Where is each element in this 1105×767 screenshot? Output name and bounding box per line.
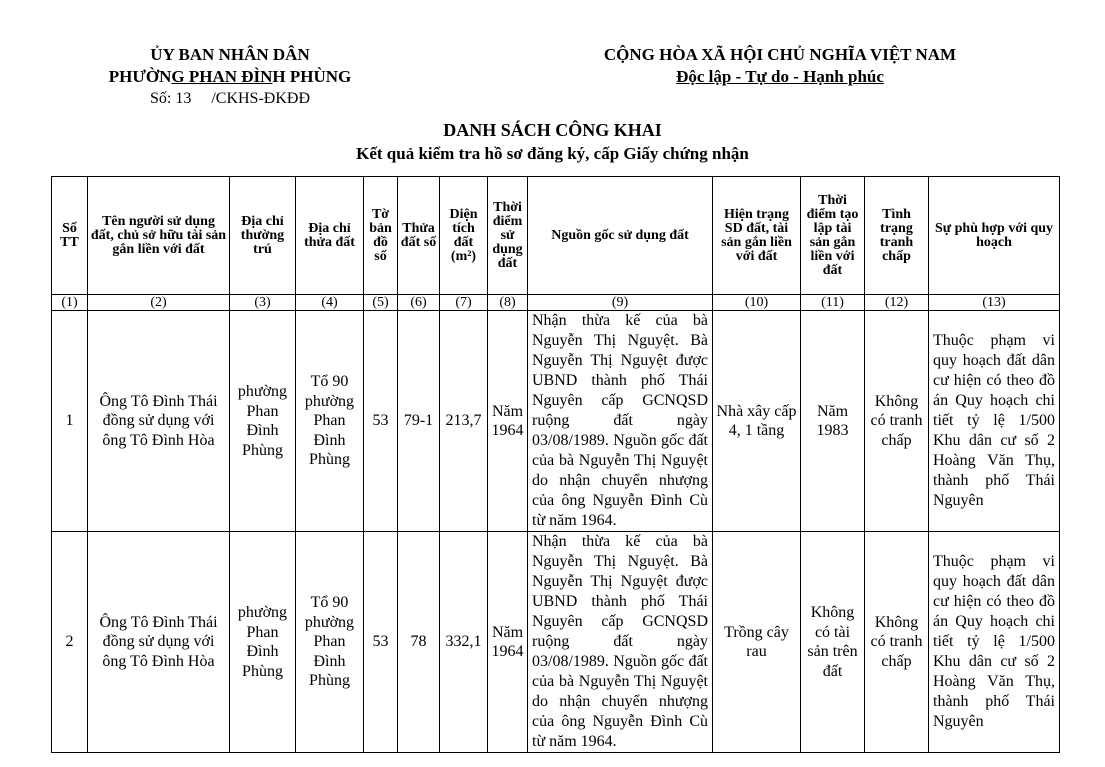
column-number-row: [52, 295, 1060, 311]
column-header: Thửa đất số: [398, 177, 440, 295]
column-header: Tình trạng tranh chấp: [865, 177, 929, 295]
table-row: [52, 532, 1060, 753]
document-number-value: 13: [175, 90, 192, 107]
column-header: Diện tích đất (m²): [440, 177, 488, 295]
authority-line-1: ỦY BAN NHÂN DÂN: [150, 45, 310, 64]
cell-parcel-number: 79-1: [398, 311, 440, 532]
column-header: Sự phù hợp với quy hoạch: [929, 177, 1060, 295]
cell-owner: Ông Tô Đình Thái đồng sử dụng với ông Tô Đình Hòa: [88, 532, 230, 753]
column-number: (13): [929, 295, 1060, 311]
cell-map-sheet: 53: [364, 311, 398, 532]
issuing-authority: [65, 44, 395, 110]
records-table: [51, 176, 1060, 753]
column-number: (12): [865, 295, 929, 311]
column-number: (11): [801, 295, 865, 311]
column-number: (10): [713, 295, 801, 311]
column-number: (7): [440, 295, 488, 311]
column-number: (5): [364, 295, 398, 311]
cell-area: 213,7: [440, 311, 488, 532]
authority-line-2-b: G PHAN ĐÌN: [171, 67, 273, 86]
column-number: (1): [52, 295, 88, 311]
column-number: (4): [296, 295, 364, 311]
cell-asset-time: Không có tài sản trên đất: [801, 532, 865, 753]
cell-current-status: Nhà xây cấp 4, 1 tầng: [713, 311, 801, 532]
column-header: Hiện trạng SD đất, tài sản gắn liền với đất: [713, 177, 801, 295]
cell-dispute: Không có tranh chấp: [865, 532, 929, 753]
cell-usage-time: Năm 1964: [488, 311, 528, 532]
cell-map-sheet: 53: [364, 532, 398, 753]
cell-residence: phường Phan Đình Phùng: [230, 311, 296, 532]
table-header-row: [52, 177, 1060, 295]
table-row: [52, 311, 1060, 532]
authority-line-2-c: H PHÙNG: [272, 67, 352, 86]
document-title: DANH SÁCH CÔNG KHAI: [443, 120, 662, 140]
column-header: Số TT: [52, 177, 88, 295]
cell-stt: 2: [52, 532, 88, 753]
cell-stt: 1: [52, 311, 88, 532]
document-number-suffix: /CKHS-ĐKĐĐ: [211, 90, 310, 107]
authority-line-2: [65, 66, 395, 88]
document-number: [65, 88, 395, 110]
column-header: Tờ bản đồ số: [364, 177, 398, 295]
cell-planning: Thuộc phạm vi quy hoạch đất dân cư hiện có theo đồ án Quy hoạch chi tiết tỷ lệ 1/500 Khu dân cư số 2 Hoàng Văn Thụ, thành phố Thái Nguyên: [929, 311, 1060, 532]
cell-owner: Ông Tô Đình Thái đồng sử dụng với ông Tô Đình Hòa: [88, 311, 230, 532]
document-number-label: Số:: [149, 90, 172, 107]
cell-parcel-address: Tổ 90 phường Phan Đình Phùng: [296, 311, 364, 532]
cell-current-status: Trồng cây rau: [713, 532, 801, 753]
cell-residence: phường Phan Đình Phùng: [230, 532, 296, 753]
national-title: CỘNG HÒA XÃ HỘI CHỦ NGHĨA VIỆT NAM: [603, 45, 957, 64]
column-header: Thời điểm sử dụng đất: [488, 177, 528, 295]
cell-area: 332,1: [440, 532, 488, 753]
column-header: Địa chỉ thường trú: [230, 177, 296, 295]
cell-usage-time: Năm 1964: [488, 532, 528, 753]
column-number: (2): [88, 295, 230, 311]
cell-origin: Nhận thừa kế của bà Nguyễn Thị Nguyệt. Bà Nguyễn Thị Nguyệt được UBND thành phố Thái Nguyên cấp GCNQSD ruộng đất ngày 03/08/1989. Nguồn gốc đất của bà Nguyễn Thị Nguyệt do nhận chuyển nhượng của ông Nguyễn Đình Cù từ năm 1964.: [528, 311, 713, 532]
column-number: (6): [398, 295, 440, 311]
cell-parcel-number: 78: [398, 532, 440, 753]
column-number: (8): [488, 295, 528, 311]
column-number: (3): [230, 295, 296, 311]
document-subtitle: Kết quả kiểm tra hồ sơ đăng ký, cấp Giấy chứng nhận: [356, 144, 749, 163]
national-header: [560, 44, 1000, 88]
cell-dispute: Không có tranh chấp: [865, 311, 929, 532]
cell-planning: Thuộc phạm vi quy hoạch đất dân cư hiện có theo đồ án Quy hoạch chi tiết tỷ lệ 1/500 Khu dân cư số 2 Hoàng Văn Thụ, thành phố Thái Nguyên: [929, 532, 1060, 753]
column-header: Tên người sử dụng đất, chủ sở hữu tài sản gắn liền với đất: [88, 177, 230, 295]
column-header: Thời điểm tạo lập tài sản gắn liền với đất: [801, 177, 865, 295]
column-header: Nguồn gốc sử dụng đất: [528, 177, 713, 295]
column-header: Địa chỉ thửa đất: [296, 177, 364, 295]
authority-line-2-a: PHƯỜN: [108, 67, 172, 86]
cell-asset-time: Năm 1983: [801, 311, 865, 532]
cell-origin: Nhận thừa kế của bà Nguyễn Thị Nguyệt. Bà Nguyễn Thị Nguyệt được UBND thành phố Thái Nguyên cấp GCNQSD ruộng đất ngày 03/08/1989. Nguồn gốc đất của bà Nguyễn Thị Nguyệt do nhận chuyển nhượng của ông Nguyễn Đình Cù từ năm 1964.: [528, 532, 713, 753]
national-motto: Độc lập - Tự do - Hạnh phúc: [676, 67, 884, 86]
column-number: (9): [528, 295, 713, 311]
cell-parcel-address: Tổ 90 phường Phan Đình Phùng: [296, 532, 364, 753]
